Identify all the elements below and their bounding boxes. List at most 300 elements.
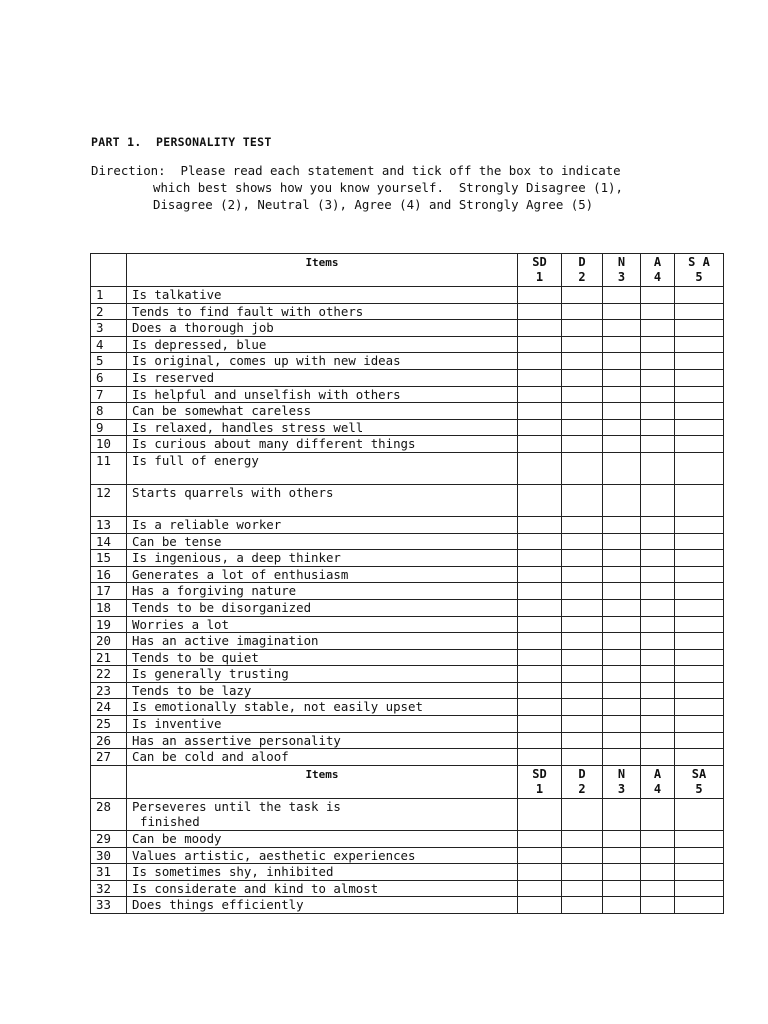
item-statement [127, 633, 518, 650]
tick-box-d[interactable] [562, 452, 603, 484]
item-number: 15 [91, 550, 127, 567]
table-row [91, 666, 724, 683]
table-row [91, 864, 724, 881]
tick-box-sd[interactable] [518, 864, 562, 881]
tick-box-sa[interactable] [675, 666, 724, 683]
tick-box-d[interactable] [562, 633, 603, 650]
item-statement-text: Tends to find fault with others [132, 303, 364, 319]
tick-box-sa[interactable] [675, 749, 724, 766]
item-statement-text: Is considerate and kind to almost [132, 880, 379, 896]
tick-box-sa[interactable] [675, 533, 724, 550]
tick-box-n[interactable] [603, 484, 641, 516]
tick-box-sa[interactable] [675, 386, 724, 403]
tick-box-n[interactable] [603, 649, 641, 666]
header-number-cell [91, 254, 127, 287]
item-number: 13 [91, 516, 127, 533]
tick-box-sa[interactable] [675, 303, 724, 320]
item-statement [127, 436, 518, 453]
tick-box-sd[interactable] [518, 847, 562, 864]
direction-line-1: Direction: Please read each statement and tick off the box to indicate [91, 163, 621, 178]
tick-box-a[interactable] [641, 847, 675, 864]
tick-box-d[interactable] [562, 386, 603, 403]
tick-box-sd[interactable] [518, 897, 562, 914]
tick-box-n[interactable] [603, 666, 641, 683]
tick-box-sd[interactable] [518, 386, 562, 403]
part-title: PART 1. PERSONALITY TEST [91, 135, 272, 149]
item-statement [127, 336, 518, 353]
item-number: 17 [91, 583, 127, 600]
table-row [91, 369, 724, 386]
tick-box-a[interactable] [641, 583, 675, 600]
table-row [91, 897, 724, 914]
tick-box-sa[interactable] [675, 566, 724, 583]
tick-box-n[interactable] [603, 831, 641, 848]
tick-box-n[interactable] [603, 369, 641, 386]
tick-box-n[interactable] [603, 682, 641, 699]
item-statement-text: Perseveres until the task is [132, 798, 341, 814]
header-number-cell [91, 765, 127, 798]
tick-box-d[interactable] [562, 419, 603, 436]
table-row [91, 599, 724, 616]
tick-box-a[interactable] [641, 864, 675, 881]
item-statement-text: Has an assertive personality [132, 732, 341, 748]
tick-box-sd[interactable] [518, 566, 562, 583]
header-sd [518, 254, 562, 287]
tick-box-sa[interactable] [675, 616, 724, 633]
table-row [91, 583, 724, 600]
header-a-label: A [653, 766, 662, 781]
tick-box-d[interactable] [562, 484, 603, 516]
tick-box-d[interactable] [562, 798, 603, 830]
tick-box-sa[interactable] [675, 699, 724, 716]
item-statement-text: Is full of energy [132, 452, 259, 468]
tick-box-sa[interactable] [675, 419, 724, 436]
personality-test-table [90, 253, 724, 914]
item-statement [127, 716, 518, 733]
tick-box-sa[interactable] [675, 403, 724, 420]
direction-text [91, 162, 623, 213]
tick-box-a[interactable] [641, 699, 675, 716]
tick-box-n[interactable] [603, 550, 641, 567]
item-number: 24 [91, 699, 127, 716]
tick-box-sa[interactable] [675, 831, 724, 848]
tick-box-sd[interactable] [518, 353, 562, 370]
tick-box-sa[interactable] [675, 732, 724, 749]
item-statement [127, 666, 518, 683]
item-number: 2 [91, 303, 127, 320]
item-statement [127, 484, 518, 516]
item-statement [127, 732, 518, 749]
item-statement-text: Is talkative [132, 287, 222, 302]
tick-box-d[interactable] [562, 749, 603, 766]
tick-box-a[interactable] [641, 633, 675, 650]
tick-box-n[interactable] [603, 320, 641, 337]
item-number: 6 [91, 369, 127, 386]
header-sa-number: 5 [695, 781, 703, 796]
item-statement-text: Tends to be lazy [132, 682, 252, 698]
tick-box-sd[interactable] [518, 666, 562, 683]
tick-box-d[interactable] [562, 831, 603, 848]
item-statement [127, 699, 518, 716]
tick-box-sd[interactable] [518, 516, 562, 533]
tick-box-d[interactable] [562, 303, 603, 320]
tick-box-n[interactable] [603, 353, 641, 370]
table-row [91, 336, 724, 353]
header-items: Items [127, 765, 518, 798]
tick-box-n[interactable] [603, 533, 641, 550]
tick-box-d[interactable] [562, 699, 603, 716]
table-row [91, 303, 724, 320]
tick-box-sa[interactable] [675, 897, 724, 914]
tick-box-sa[interactable] [675, 320, 724, 337]
header-d-label: D [578, 255, 586, 269]
tick-box-a[interactable] [641, 566, 675, 583]
tick-box-n[interactable] [603, 633, 641, 650]
header-sa-number: 5 [695, 270, 703, 284]
tick-box-a[interactable] [641, 599, 675, 616]
tick-box-sd[interactable] [518, 599, 562, 616]
table-row [91, 798, 724, 830]
item-statement [127, 897, 518, 914]
tick-box-d[interactable] [562, 847, 603, 864]
table-row [91, 484, 724, 516]
item-statement [127, 353, 518, 370]
header-sd-number: 1 [535, 270, 544, 284]
table-row [91, 682, 724, 699]
tick-box-sd[interactable] [518, 403, 562, 420]
item-number: 18 [91, 599, 127, 616]
tick-box-a[interactable] [641, 732, 675, 749]
tick-box-sd[interactable] [518, 699, 562, 716]
tick-box-sd[interactable] [518, 287, 562, 304]
tick-box-sd[interactable] [518, 452, 562, 484]
tick-box-sa[interactable] [675, 369, 724, 386]
tick-box-n[interactable] [603, 897, 641, 914]
header-a-number: 4 [653, 270, 662, 284]
tick-box-sd[interactable] [518, 716, 562, 733]
table-row [91, 533, 724, 550]
tick-box-sa[interactable] [675, 682, 724, 699]
header-sd [518, 765, 562, 798]
tick-box-n[interactable] [603, 287, 641, 304]
item-statement [127, 864, 518, 881]
tick-box-sd[interactable] [518, 533, 562, 550]
header-sd-label: SD [532, 766, 547, 781]
tick-box-n[interactable] [603, 566, 641, 583]
item-statement-text: Worries a lot [132, 616, 229, 632]
header-d-number: 2 [578, 270, 586, 284]
tick-box-a[interactable] [641, 336, 675, 353]
tick-box-a[interactable] [641, 353, 675, 370]
tick-box-sd[interactable] [518, 633, 562, 650]
tick-box-sd[interactable] [518, 732, 562, 749]
tick-box-sa[interactable] [675, 484, 724, 516]
tick-box-sa[interactable] [675, 649, 724, 666]
item-statement [127, 550, 518, 567]
tick-box-sa[interactable] [675, 716, 724, 733]
tick-box-n[interactable] [603, 583, 641, 600]
tick-box-a[interactable] [641, 403, 675, 420]
item-number: 1 [91, 287, 127, 304]
tick-box-a[interactable] [641, 616, 675, 633]
item-statement [127, 831, 518, 848]
tick-box-d[interactable] [562, 682, 603, 699]
item-statement-text: Can be tense [132, 533, 222, 549]
item-statement [127, 566, 518, 583]
item-statement-text: Has a forgiving nature [132, 583, 297, 599]
tick-box-sd[interactable] [518, 336, 562, 353]
tick-box-sa[interactable] [675, 336, 724, 353]
tick-box-d[interactable] [562, 403, 603, 420]
item-statement-text: Tends to be disorganized [132, 599, 312, 615]
header-sa [675, 765, 724, 798]
table-row [91, 516, 724, 533]
item-statement [127, 847, 518, 864]
tick-box-a[interactable] [641, 436, 675, 453]
item-number: 26 [91, 732, 127, 749]
tick-box-d[interactable] [562, 287, 603, 304]
item-statement-text: Values artistic, aesthetic experiences [132, 847, 416, 863]
tick-box-n[interactable] [603, 419, 641, 436]
tick-box-a[interactable] [641, 484, 675, 516]
tick-box-sa[interactable] [675, 550, 724, 567]
item-statement-text: Is relaxed, handles stress well [132, 419, 364, 435]
tick-box-d[interactable] [562, 336, 603, 353]
item-number: 29 [91, 831, 127, 848]
item-statement-text: Has an active imagination [132, 633, 319, 649]
item-statement [127, 419, 518, 436]
tick-box-d[interactable] [562, 649, 603, 666]
item-statement-text: Is inventive [132, 716, 222, 732]
tick-box-d[interactable] [562, 583, 603, 600]
item-number: 11 [91, 452, 127, 484]
tick-box-d[interactable] [562, 369, 603, 386]
tick-box-d[interactable] [562, 550, 603, 567]
tick-box-n[interactable] [603, 516, 641, 533]
tick-box-n[interactable] [603, 880, 641, 897]
tick-box-d[interactable] [562, 516, 603, 533]
tick-box-d[interactable] [562, 897, 603, 914]
item-statement [127, 403, 518, 420]
tick-box-sd[interactable] [518, 649, 562, 666]
tick-box-n[interactable] [603, 436, 641, 453]
tick-box-sa[interactable] [675, 847, 724, 864]
tick-box-a[interactable] [641, 452, 675, 484]
tick-box-sa[interactable] [675, 287, 724, 304]
tick-box-a[interactable] [641, 320, 675, 337]
direction-line-2: which best shows how you know yourself. Strongly Disagree (1), [153, 180, 623, 195]
item-statement-continued: finished [140, 814, 200, 830]
tick-box-sd[interactable] [518, 616, 562, 633]
table-row [91, 320, 724, 337]
tick-box-d[interactable] [562, 436, 603, 453]
tick-box-sa[interactable] [675, 798, 724, 830]
item-statement-text: Is a reliable worker [132, 516, 282, 532]
tick-box-d[interactable] [562, 864, 603, 881]
item-number: 32 [91, 880, 127, 897]
item-statement-text: Is helpful and unselfish with others [132, 386, 401, 402]
tick-box-sd[interactable] [518, 682, 562, 699]
tick-box-a[interactable] [641, 533, 675, 550]
tick-box-n[interactable] [603, 699, 641, 716]
item-statement [127, 320, 518, 337]
tick-box-sd[interactable] [518, 419, 562, 436]
table-row [91, 353, 724, 370]
header-n-label: N [617, 766, 626, 781]
tick-box-sa[interactable] [675, 583, 724, 600]
item-statement [127, 287, 518, 304]
tick-box-sd[interactable] [518, 550, 562, 567]
header-d-label: D [578, 766, 586, 781]
table-row [91, 566, 724, 583]
item-statement-text: Starts quarrels with others [132, 484, 334, 500]
tick-box-n[interactable] [603, 386, 641, 403]
item-statement [127, 386, 518, 403]
tick-box-sa[interactable] [675, 516, 724, 533]
item-number: 19 [91, 616, 127, 633]
tick-box-d[interactable] [562, 533, 603, 550]
table-row [91, 749, 724, 766]
header-sa-label: S A [688, 255, 710, 269]
item-statement-text: Is emotionally stable, not easily upset [132, 699, 423, 715]
item-number: 16 [91, 566, 127, 583]
header-items: Items [127, 254, 518, 287]
tick-box-a[interactable] [641, 880, 675, 897]
item-number: 10 [91, 436, 127, 453]
tick-box-d[interactable] [562, 666, 603, 683]
item-number: 28 [91, 798, 127, 830]
table-row [91, 699, 724, 716]
item-number: 7 [91, 386, 127, 403]
tick-box-d[interactable] [562, 880, 603, 897]
tick-box-sd[interactable] [518, 798, 562, 830]
item-statement-text: Is reserved [132, 369, 215, 385]
header-n [603, 254, 641, 287]
tick-box-d[interactable] [562, 599, 603, 616]
tick-box-a[interactable] [641, 369, 675, 386]
item-number: 25 [91, 716, 127, 733]
tick-box-sa[interactable] [675, 599, 724, 616]
item-statement [127, 583, 518, 600]
tick-box-sa[interactable] [675, 864, 724, 881]
tick-box-sd[interactable] [518, 749, 562, 766]
tick-box-d[interactable] [562, 716, 603, 733]
item-number: 9 [91, 419, 127, 436]
tick-box-d[interactable] [562, 732, 603, 749]
tick-box-a[interactable] [641, 666, 675, 683]
header-a-label: A [653, 255, 662, 269]
tick-box-d[interactable] [562, 566, 603, 583]
tick-box-a[interactable] [641, 419, 675, 436]
tick-box-sd[interactable] [518, 583, 562, 600]
table-row [91, 880, 724, 897]
tick-box-sd[interactable] [518, 831, 562, 848]
item-statement-text: Tends to be quiet [132, 649, 259, 665]
item-number: 27 [91, 749, 127, 766]
tick-box-a[interactable] [641, 749, 675, 766]
tick-box-sa[interactable] [675, 633, 724, 650]
tick-box-sa[interactable] [675, 436, 724, 453]
tick-box-n[interactable] [603, 847, 641, 864]
tick-box-d[interactable] [562, 616, 603, 633]
table-row [91, 732, 724, 749]
header-n-number: 3 [617, 270, 626, 284]
tick-box-sd[interactable] [518, 303, 562, 320]
table-row [91, 550, 724, 567]
tick-box-a[interactable] [641, 897, 675, 914]
tick-box-a[interactable] [641, 550, 675, 567]
tick-box-sa[interactable] [675, 353, 724, 370]
item-number: 12 [91, 484, 127, 516]
item-statement-text: Can be moody [132, 831, 222, 847]
header-n-number: 3 [617, 781, 626, 796]
tick-box-n[interactable] [603, 749, 641, 766]
item-statement [127, 880, 518, 897]
tick-box-a[interactable] [641, 649, 675, 666]
tick-box-sa[interactable] [675, 452, 724, 484]
item-statement-text: Is depressed, blue [132, 336, 267, 352]
tick-box-sd[interactable] [518, 369, 562, 386]
tick-box-n[interactable] [603, 732, 641, 749]
tick-box-a[interactable] [641, 287, 675, 304]
item-statement [127, 682, 518, 699]
tick-box-a[interactable] [641, 386, 675, 403]
tick-box-sa[interactable] [675, 880, 724, 897]
tick-box-a[interactable] [641, 798, 675, 830]
table-row [91, 436, 724, 453]
table-row [91, 633, 724, 650]
item-statement [127, 749, 518, 766]
tick-box-n[interactable] [603, 616, 641, 633]
item-number: 21 [91, 649, 127, 666]
item-statement [127, 533, 518, 550]
tick-box-n[interactable] [603, 452, 641, 484]
tick-box-n[interactable] [603, 864, 641, 881]
tick-box-n[interactable] [603, 599, 641, 616]
tick-box-sd[interactable] [518, 320, 562, 337]
tick-box-n[interactable] [603, 716, 641, 733]
tick-box-n[interactable] [603, 303, 641, 320]
table-row [91, 716, 724, 733]
item-statement-text: Does things efficiently [132, 897, 304, 913]
item-statement [127, 649, 518, 666]
tick-box-a[interactable] [641, 716, 675, 733]
item-statement [127, 516, 518, 533]
header-a-number: 4 [653, 781, 662, 796]
tick-box-n[interactable] [603, 403, 641, 420]
tick-box-d[interactable] [562, 320, 603, 337]
header-a [641, 765, 675, 798]
table-row [91, 419, 724, 436]
tick-box-a[interactable] [641, 682, 675, 699]
item-statement-text: Is curious about many different things [132, 436, 416, 452]
item-number: 5 [91, 353, 127, 370]
tick-box-n[interactable] [603, 336, 641, 353]
header-n [603, 765, 641, 798]
tick-box-d[interactable] [562, 353, 603, 370]
tick-box-a[interactable] [641, 303, 675, 320]
tick-box-sd[interactable] [518, 880, 562, 897]
tick-box-sd[interactable] [518, 436, 562, 453]
item-statement-text: Is sometimes shy, inhibited [132, 864, 334, 880]
tick-box-a[interactable] [641, 831, 675, 848]
tick-box-n[interactable] [603, 798, 641, 830]
header-n-label: N [617, 255, 626, 269]
tick-box-sd[interactable] [518, 484, 562, 516]
item-number: 8 [91, 403, 127, 420]
item-number: 31 [91, 864, 127, 881]
tick-box-a[interactable] [641, 516, 675, 533]
